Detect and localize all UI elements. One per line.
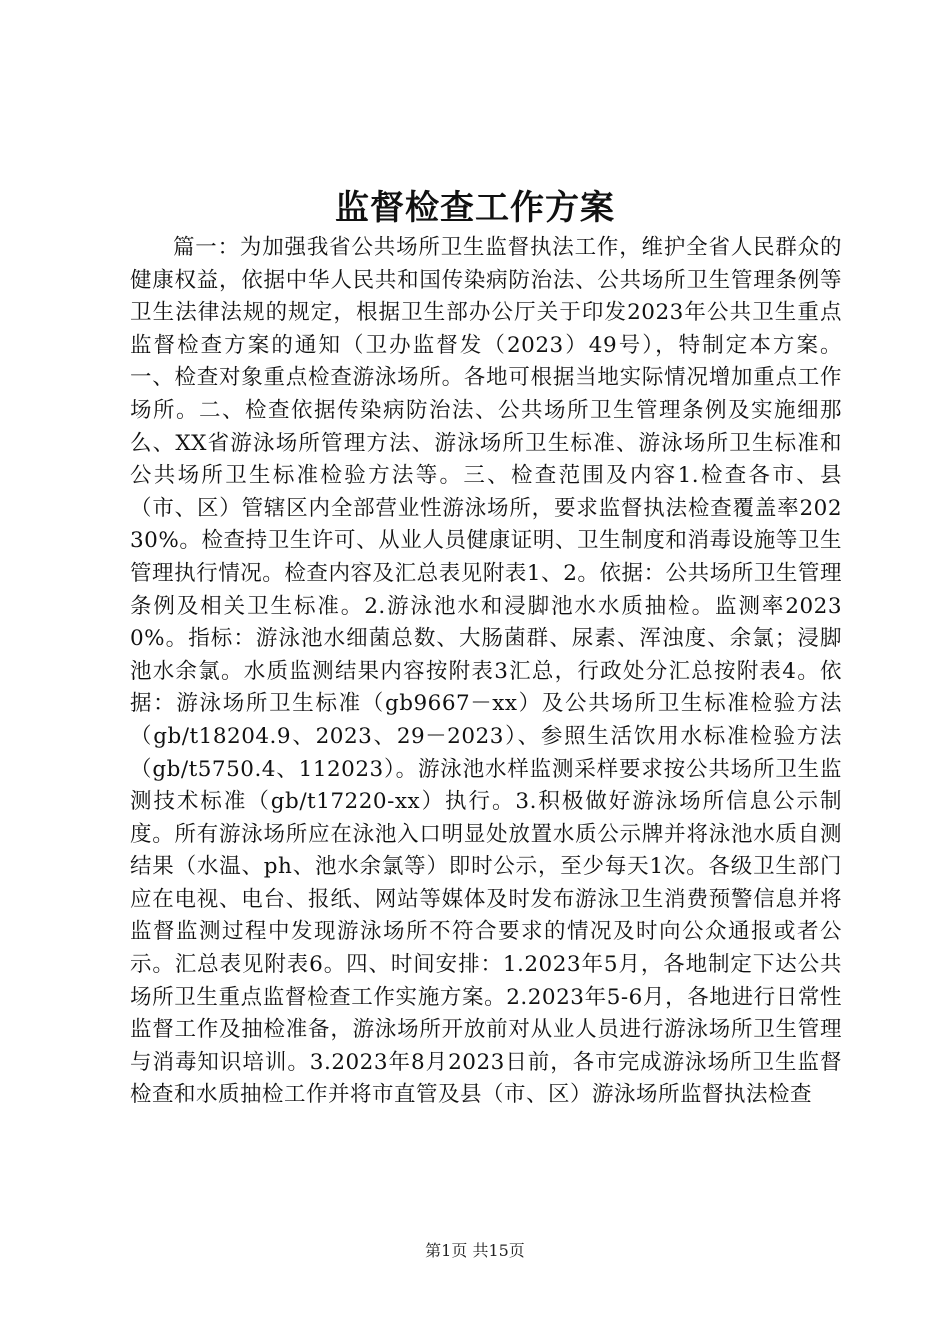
page-number-indicator: 第1页 共15页 bbox=[425, 1241, 525, 1260]
document-title: 监督检查工作方案 bbox=[335, 188, 615, 228]
document-body-paragraph: 篇一：为加强我省公共场所卫生监督执法工作，维护全省人民群众的健康权益，依据中华人民共和国传染病防治法、公共场所卫生管理条例等卫生法律法规的规定，根据卫生部办公厅关于印发2023年公共卫生重点监督检查方案的通知（卫办监督发（2023）49号），特制定本方案。一、检查对象重点检查游泳场所。各地可根据当地实际情况增加重点工作场所。二、检查依据传染病防治法、公共场所卫生管理条例及实施细那么、XX省游泳场所管理方法、游泳场所卫生标准、游泳场所卫生标准和公共场所卫生标准检验方法等。三、检查范围及内容1.检查各市、县（市、区）管辖区内全部营业性游泳场所，要求监督执法检查覆盖率20230%。检查持卫生许可、从业人员健康证明、卫生制度和消毒设施等卫生管理执行情况。检查内容及汇总表见附表1、2。依据：公共场所卫生管理条例及相关卫生标准。2.游泳池水和浸脚池水水质抽检。监测率20230%。指标：游泳池水细菌总数、大肠菌群、尿素、浑浊度、余氯；浸脚池水余氯。水质监测结果内容按附表3汇总，行政处分汇总按附表4。依据：游泳场所卫生标准（gb9667－xx）及公共场所卫生标准检验方法（gb/t18204.9、2023、29－2023）、参照生活饮用水标准检验方法（gb/t5750.4、112023）。游泳池水样监测采样要求按公共场所卫生监测技术标准（gb/t17220-xx）执行。3.积极做好游泳场所信息公示制度。所有游泳场所应在泳池入口明显处放置水质公示牌并将泳池水质自测结果（水温、ph、池水余氯等）即时公示，至少每天1次。各级卫生部门应在电视、电台、报纸、网站等媒体及时发布游泳卫生消费预警信息并将监督监测过程中发现游泳场所不符合要求的情况及时向公众通报或者公示。汇总表见附表6。四、时间安排：1.2023年5月，各地制定下达公共场所卫生重点监督检查工作实施方案。2.2023年5-6月，各地进行日常性监督工作及抽检准备，游泳场所开放前对从业人员进行游泳场所卫生管理与消毒知识培训。3.2023年8月2023日前，各市完成游泳场所卫生监督检查和水质抽检工作并将市直管及县（市、区）游泳场所监督执法检查 bbox=[130, 235, 842, 1108]
